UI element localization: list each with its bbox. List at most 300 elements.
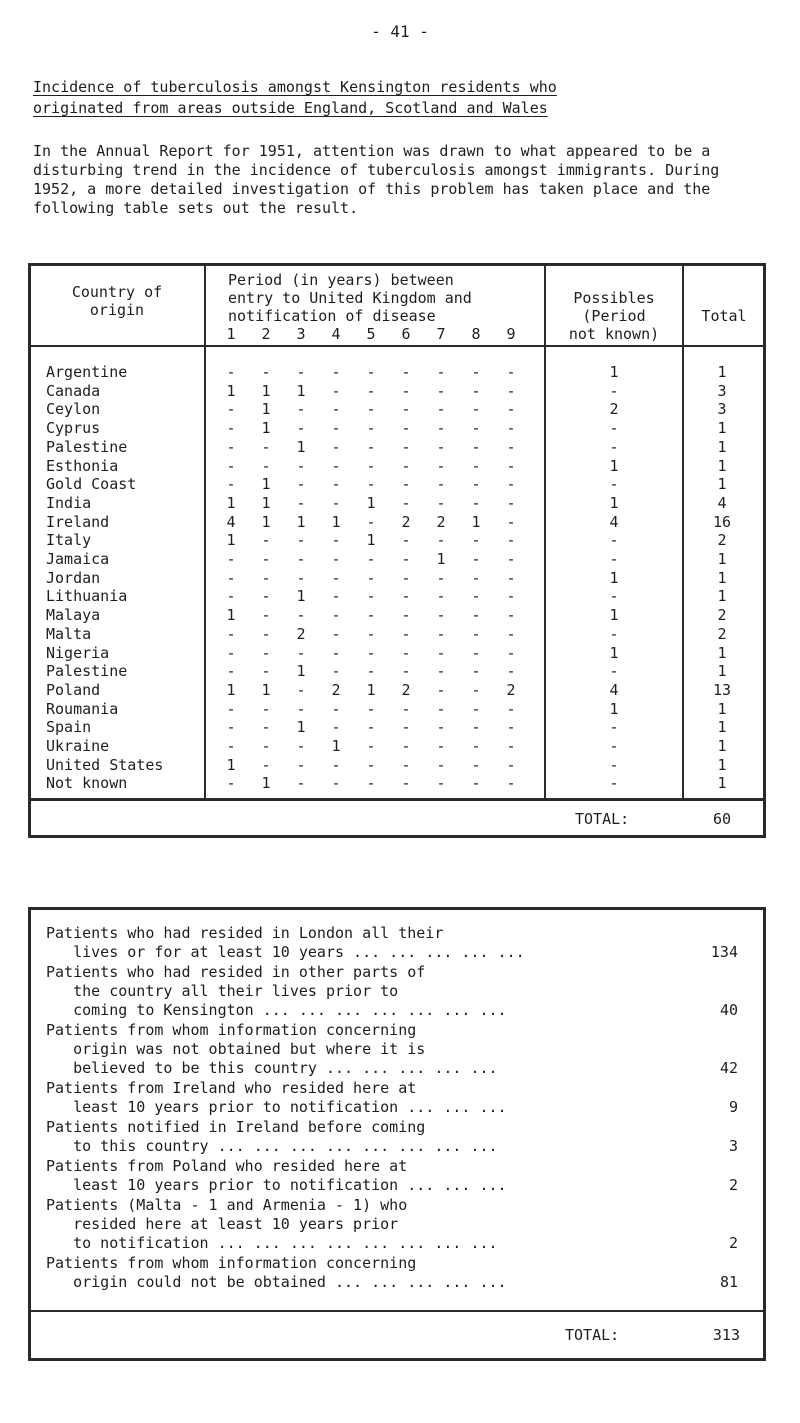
period-value: - xyxy=(401,644,411,662)
period-value: 1 xyxy=(261,400,271,418)
row-total: 1 xyxy=(717,569,727,587)
period-value: - xyxy=(331,662,341,680)
possibles-value: - xyxy=(609,774,619,792)
period-value: - xyxy=(506,700,516,718)
column-divider xyxy=(544,263,546,799)
summary-row-text: Patients notified in Ireland before coming xyxy=(46,1118,426,1136)
period-value: 1 xyxy=(366,531,376,549)
period-value: 1 xyxy=(296,513,306,531)
period-value: - xyxy=(471,457,481,475)
period-value: - xyxy=(506,438,516,456)
period-header: notification of disease xyxy=(228,307,436,325)
period-value: - xyxy=(401,382,411,400)
period-value: - xyxy=(226,569,236,587)
possibles-value: - xyxy=(609,625,619,643)
period-value: - xyxy=(401,737,411,755)
period-value: - xyxy=(261,644,271,662)
period-value: - xyxy=(471,662,481,680)
period-value: - xyxy=(436,756,446,774)
period-value: - xyxy=(261,756,271,774)
period-header: Period (in years) between xyxy=(228,271,454,289)
period-value: - xyxy=(506,382,516,400)
period-number-1: 1 xyxy=(226,325,236,343)
period-value: 1 xyxy=(366,681,376,699)
summary-row-value: 134 xyxy=(710,943,738,961)
period-value: - xyxy=(366,700,376,718)
country-name: Malaya xyxy=(46,606,101,624)
row-total: 1 xyxy=(717,774,727,792)
period-value: - xyxy=(366,662,376,680)
period-value: 1 xyxy=(226,494,236,512)
period-value: 1 xyxy=(261,475,271,493)
row-total: 1 xyxy=(717,363,727,381)
possibles-value: - xyxy=(609,382,619,400)
period-value: 2 xyxy=(331,681,341,699)
period-value: - xyxy=(261,587,271,605)
country-name: Malta xyxy=(46,625,92,643)
period-value: - xyxy=(331,531,341,549)
row-total: 1 xyxy=(717,718,727,736)
period-value: - xyxy=(261,662,271,680)
period-value: - xyxy=(296,400,306,418)
period-header: entry to United Kingdom and xyxy=(228,289,472,307)
period-value: - xyxy=(261,606,271,624)
period-value: - xyxy=(506,718,516,736)
possibles-value: - xyxy=(609,756,619,774)
period-value: 1 xyxy=(261,774,271,792)
period-value: - xyxy=(296,700,306,718)
period-value: 2 xyxy=(506,681,516,699)
row-total: 1 xyxy=(717,737,727,755)
period-value: - xyxy=(506,550,516,568)
period-value: - xyxy=(366,363,376,381)
period-value: - xyxy=(331,625,341,643)
period-value: - xyxy=(296,644,306,662)
period-value: - xyxy=(226,662,236,680)
period-value: 1 xyxy=(261,419,271,437)
period-value: - xyxy=(436,737,446,755)
period-value: - xyxy=(436,718,446,736)
possibles-value: 1 xyxy=(609,569,619,587)
period-value: 1 xyxy=(226,681,236,699)
row-total: 1 xyxy=(717,644,727,662)
possibles-value: - xyxy=(609,737,619,755)
total-rule xyxy=(28,798,766,801)
possibles-value: - xyxy=(609,662,619,680)
period-value: - xyxy=(436,700,446,718)
country-name: Roumania xyxy=(46,700,119,718)
period-value: - xyxy=(366,513,376,531)
row-total: 13 xyxy=(712,681,732,699)
period-value: - xyxy=(226,419,236,437)
period-value: - xyxy=(226,774,236,792)
row-total: 3 xyxy=(717,382,727,400)
country-name: Ukraine xyxy=(46,737,110,755)
country-name: Palestine xyxy=(46,662,128,680)
country-name: Spain xyxy=(46,718,92,736)
row-total: 3 xyxy=(717,400,727,418)
period-value: - xyxy=(226,475,236,493)
period-value: - xyxy=(366,644,376,662)
country-header: origin xyxy=(89,301,145,319)
period-value: - xyxy=(506,419,516,437)
period-value: 1 xyxy=(331,737,341,755)
period-value: - xyxy=(436,419,446,437)
period-value: - xyxy=(506,737,516,755)
period-value: - xyxy=(401,662,411,680)
period-value: - xyxy=(401,494,411,512)
period-value: - xyxy=(471,363,481,381)
period-value: - xyxy=(436,662,446,680)
period-value: - xyxy=(401,587,411,605)
period-value: - xyxy=(296,419,306,437)
summary-row-value: 40 xyxy=(719,1001,738,1019)
period-value: - xyxy=(471,700,481,718)
possibles-value: 1 xyxy=(609,494,619,512)
country-name: Nigeria xyxy=(46,644,110,662)
possibles-value: - xyxy=(609,718,619,736)
period-value: - xyxy=(226,737,236,755)
period-number-7: 7 xyxy=(436,325,446,343)
period-value: - xyxy=(401,550,411,568)
period-value: - xyxy=(331,587,341,605)
possibles-value: - xyxy=(609,550,619,568)
period-value: - xyxy=(471,419,481,437)
summary-row-text: Patients (Malta - 1 and Armenia - 1) who xyxy=(46,1196,408,1214)
page-title xyxy=(33,77,693,119)
period-value: - xyxy=(331,774,341,792)
period-value: 2 xyxy=(401,513,411,531)
period-value: - xyxy=(506,513,516,531)
period-value: 1 xyxy=(296,587,306,605)
possibles-header: Possibles xyxy=(573,289,655,307)
period-value: - xyxy=(401,718,411,736)
period-value: - xyxy=(471,494,481,512)
period-value: - xyxy=(436,681,446,699)
possibles-value: 1 xyxy=(609,700,619,718)
period-value: - xyxy=(436,644,446,662)
period-value: - xyxy=(436,587,446,605)
period-value: - xyxy=(471,774,481,792)
period-value: - xyxy=(401,400,411,418)
row-total: 2 xyxy=(717,531,727,549)
period-value: 1 xyxy=(366,494,376,512)
period-value: - xyxy=(471,644,481,662)
row-total: 1 xyxy=(717,550,727,568)
period-value: - xyxy=(401,419,411,437)
period-value: 1 xyxy=(471,513,481,531)
period-value: - xyxy=(366,419,376,437)
period-value: - xyxy=(366,756,376,774)
period-value: - xyxy=(506,531,516,549)
period-value: - xyxy=(506,662,516,680)
summary-row xyxy=(46,1254,746,1292)
summary-row-value: 81 xyxy=(719,1273,738,1291)
period-value: - xyxy=(436,606,446,624)
period-value: 1 xyxy=(296,438,306,456)
period-value: - xyxy=(436,625,446,643)
period-value: 1 xyxy=(296,718,306,736)
page-number: - 41 - xyxy=(371,22,429,41)
period-value: - xyxy=(296,531,306,549)
row-total: 1 xyxy=(717,475,727,493)
period-value: 1 xyxy=(226,756,236,774)
period-value: - xyxy=(296,475,306,493)
title-line-1: Incidence of tuberculosis amongst Kensington residents who xyxy=(33,78,557,96)
period-value: - xyxy=(331,494,341,512)
period-value: - xyxy=(471,681,481,699)
period-value: - xyxy=(226,644,236,662)
period-value: - xyxy=(296,606,306,624)
period-value: - xyxy=(366,400,376,418)
row-total: 1 xyxy=(717,419,727,437)
total-header: Total xyxy=(701,307,747,325)
period-value: 1 xyxy=(226,606,236,624)
period-value: - xyxy=(366,718,376,736)
summary-row xyxy=(46,1196,746,1253)
period-value: - xyxy=(366,774,376,792)
period-value: - xyxy=(261,550,271,568)
row-total: 1 xyxy=(717,662,727,680)
period-value: - xyxy=(471,756,481,774)
country-name: Ireland xyxy=(46,513,110,531)
summary-row-value: 9 xyxy=(728,1098,738,1116)
country-name: Argentine xyxy=(46,363,128,381)
period-value: - xyxy=(226,587,236,605)
period-value: - xyxy=(401,475,411,493)
country-name: Poland xyxy=(46,681,101,699)
period-value: - xyxy=(506,494,516,512)
country-name: Jordan xyxy=(46,569,101,587)
row-total: 1 xyxy=(717,756,727,774)
period-value: - xyxy=(366,737,376,755)
summary-row-text: lives or for at least 10 years ... ... ... ... ... xyxy=(46,943,525,961)
period-value: - xyxy=(331,550,341,568)
period-value: 1 xyxy=(331,513,341,531)
possibles-header: (Period xyxy=(582,307,646,325)
period-value: - xyxy=(366,569,376,587)
period-value: - xyxy=(506,363,516,381)
summary-row xyxy=(46,1079,746,1117)
summary-row-value: 2 xyxy=(728,1234,738,1252)
summary-row-text: least 10 years prior to notification ... ... ... xyxy=(46,1176,507,1194)
period-value: - xyxy=(506,587,516,605)
country-name: Esthonia xyxy=(46,457,119,475)
period-value: - xyxy=(366,606,376,624)
period-value: - xyxy=(261,737,271,755)
period-value: - xyxy=(401,457,411,475)
period-value: 1 xyxy=(436,550,446,568)
summary-row-text: origin could not be obtained ... ... ... ... ... xyxy=(46,1273,507,1291)
period-value: - xyxy=(506,400,516,418)
summary-row xyxy=(46,1157,746,1195)
period-value: - xyxy=(366,382,376,400)
period-value: 2 xyxy=(296,625,306,643)
country-name: Italy xyxy=(46,531,92,549)
summary-row-value: 42 xyxy=(719,1059,738,1077)
period-value: - xyxy=(366,550,376,568)
period-value: - xyxy=(366,475,376,493)
header-rule xyxy=(28,345,766,347)
period-value: - xyxy=(331,644,341,662)
period-value: - xyxy=(331,400,341,418)
period-value: - xyxy=(436,494,446,512)
period-value: 1 xyxy=(226,382,236,400)
summary-row-text: believed to be this country ... ... ... ... ... xyxy=(46,1059,498,1077)
period-value: - xyxy=(471,531,481,549)
period-value: - xyxy=(331,419,341,437)
summary-row-text: least 10 years prior to notification ... ... ... xyxy=(46,1098,507,1116)
period-value: - xyxy=(226,438,236,456)
period-value: - xyxy=(366,625,376,643)
period-value: - xyxy=(506,606,516,624)
row-total: 1 xyxy=(717,438,727,456)
possibles-value: 1 xyxy=(609,457,619,475)
period-value: - xyxy=(226,363,236,381)
period-value: - xyxy=(401,625,411,643)
period-value: - xyxy=(401,569,411,587)
period-value: - xyxy=(401,700,411,718)
period-value: - xyxy=(471,737,481,755)
possibles-header: not known) xyxy=(568,325,660,343)
period-value: - xyxy=(506,644,516,662)
period-value: - xyxy=(226,700,236,718)
period-value: - xyxy=(436,400,446,418)
period-value: - xyxy=(226,400,236,418)
period-value: - xyxy=(331,756,341,774)
period-value: - xyxy=(471,550,481,568)
period-value: - xyxy=(296,774,306,792)
period-value: - xyxy=(331,382,341,400)
possibles-value: 2 xyxy=(609,400,619,418)
period-value: - xyxy=(401,756,411,774)
period-number-3: 3 xyxy=(296,325,306,343)
period-value: 1 xyxy=(296,382,306,400)
summary-row xyxy=(46,1118,746,1156)
period-value: - xyxy=(436,363,446,381)
period-value: - xyxy=(436,774,446,792)
period-value: - xyxy=(401,363,411,381)
country-name: Canada xyxy=(46,382,101,400)
period-value: - xyxy=(401,438,411,456)
period-value: - xyxy=(506,569,516,587)
period-value: - xyxy=(296,494,306,512)
intro-paragraph: In the Annual Report for 1951, attention was drawn to what appeared to be a disturbing trend in the incidence of tuberculosis amongst immigrants. During 1952, a more detailed investigation of this problem has taken place and the following table sets out the result. xyxy=(33,142,720,217)
possibles-value: - xyxy=(609,587,619,605)
possibles-value: 1 xyxy=(609,644,619,662)
summary-row xyxy=(46,924,746,962)
period-value: - xyxy=(471,438,481,456)
table1-total-value: 60 xyxy=(712,810,732,828)
period-value: - xyxy=(506,774,516,792)
country-name: Not known xyxy=(46,774,128,792)
summary-row-text: Patients who had resided in other parts of xyxy=(46,963,426,981)
period-value: - xyxy=(436,569,446,587)
period-value: - xyxy=(331,700,341,718)
row-total: 4 xyxy=(717,494,727,512)
period-value: - xyxy=(331,457,341,475)
period-value: 2 xyxy=(436,513,446,531)
period-value: - xyxy=(506,625,516,643)
period-value: - xyxy=(261,625,271,643)
period-value: - xyxy=(226,457,236,475)
period-number-6: 6 xyxy=(401,325,411,343)
table2-total-value: 313 xyxy=(712,1326,740,1344)
summary-row-value: 2 xyxy=(728,1176,738,1194)
period-value: 1 xyxy=(261,382,271,400)
row-total: 1 xyxy=(717,457,727,475)
possibles-value: - xyxy=(609,438,619,456)
summary-row-text: Patients from Poland who resided here at xyxy=(46,1157,408,1175)
period-value: - xyxy=(366,587,376,605)
summary-total-rule xyxy=(28,1310,766,1312)
period-value: - xyxy=(261,700,271,718)
country-name: Gold Coast xyxy=(46,475,137,493)
period-value: - xyxy=(331,606,341,624)
table1-total-label: TOTAL: xyxy=(575,810,630,828)
country-name: India xyxy=(46,494,92,512)
period-value: 1 xyxy=(261,494,271,512)
period-value: - xyxy=(471,400,481,418)
period-value: - xyxy=(401,531,411,549)
country-name: Jamaica xyxy=(46,550,110,568)
country-name: United States xyxy=(46,756,164,774)
period-value: - xyxy=(506,457,516,475)
period-value: 2 xyxy=(401,681,411,699)
period-number-5: 5 xyxy=(366,325,376,343)
period-value: - xyxy=(331,363,341,381)
possibles-value: 4 xyxy=(609,681,619,699)
period-number-4: 4 xyxy=(331,325,341,343)
period-value: - xyxy=(436,531,446,549)
country-header: Country of xyxy=(71,283,163,301)
summary-row-text: Patients from whom information concerning xyxy=(46,1021,417,1039)
summary-row-text: Patients from Ireland who resided here at xyxy=(46,1079,417,1097)
row-total: 2 xyxy=(717,625,727,643)
period-value: - xyxy=(261,531,271,549)
period-value: - xyxy=(296,550,306,568)
summary-row xyxy=(46,963,746,1020)
period-value: - xyxy=(331,718,341,736)
summary-row-text: Patients who had resided in London all their xyxy=(46,924,444,942)
period-value: - xyxy=(296,737,306,755)
period-value: - xyxy=(261,718,271,736)
period-value: - xyxy=(296,681,306,699)
row-total: 2 xyxy=(717,606,727,624)
period-value: 4 xyxy=(226,513,236,531)
period-value: - xyxy=(296,756,306,774)
period-value: - xyxy=(401,774,411,792)
column-divider xyxy=(204,263,206,799)
possibles-value: - xyxy=(609,419,619,437)
possibles-value: 1 xyxy=(609,606,619,624)
possibles-value: 4 xyxy=(609,513,619,531)
possibles-value: - xyxy=(609,475,619,493)
possibles-value: 1 xyxy=(609,363,619,381)
country-name: Lithuania xyxy=(46,587,128,605)
period-value: - xyxy=(436,475,446,493)
period-value: - xyxy=(296,363,306,381)
possibles-value: - xyxy=(609,531,619,549)
summary-row-text: coming to Kensington ... ... ... ... ... ... ... xyxy=(46,1001,507,1019)
period-value: 1 xyxy=(296,662,306,680)
period-value: - xyxy=(471,606,481,624)
summary-row-text: resided here at least 10 years prior xyxy=(46,1215,399,1233)
period-value: - xyxy=(331,569,341,587)
period-value: - xyxy=(471,625,481,643)
period-value: - xyxy=(436,457,446,475)
period-value: - xyxy=(296,457,306,475)
